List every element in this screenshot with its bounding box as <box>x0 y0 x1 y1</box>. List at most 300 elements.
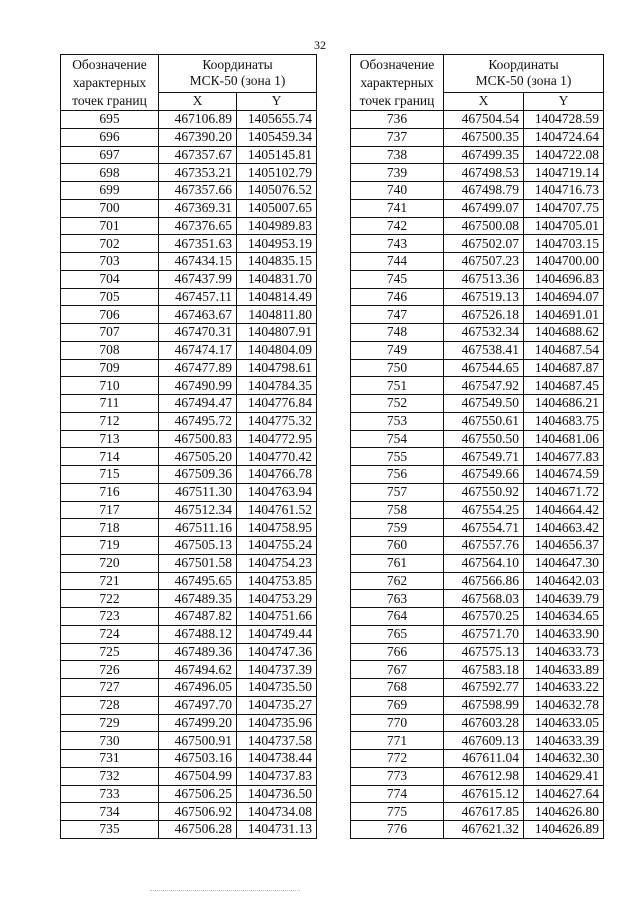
x-coordinate-cell: 467532.34 <box>444 324 524 342</box>
table-row <box>351 483 604 501</box>
y-coordinate-cell: 1404647.30 <box>524 554 604 572</box>
table-row <box>351 146 604 164</box>
point-number-cell: 739 <box>351 164 444 182</box>
point-number-cell: 704 <box>61 270 159 288</box>
x-coordinate-cell: 467463.67 <box>159 306 237 324</box>
x-coordinate-cell: 467496.05 <box>159 679 237 697</box>
table-row <box>61 466 317 484</box>
point-number-cell: 736 <box>351 111 444 129</box>
y-coordinate-cell: 1404953.19 <box>237 235 317 253</box>
x-coordinate-cell: 467513.36 <box>444 270 524 288</box>
point-number-cell: 756 <box>351 466 444 484</box>
table-row <box>61 146 317 164</box>
y-coordinate-cell: 1404811.80 <box>237 306 317 324</box>
point-number-cell: 746 <box>351 288 444 306</box>
y-coordinate-cell: 1404633.22 <box>524 679 604 697</box>
point-number-cell: 754 <box>351 430 444 448</box>
y-coordinate-cell: 1404835.15 <box>237 253 317 271</box>
point-number-cell: 701 <box>61 217 159 235</box>
y-coordinate-cell: 1404761.52 <box>237 501 317 519</box>
x-coordinate-cell: 467612.98 <box>444 767 524 785</box>
point-label-line1: Обозначение <box>72 57 147 72</box>
y-coordinate-cell: 1404775.32 <box>237 412 317 430</box>
x-coordinate-cell: 467557.76 <box>444 537 524 555</box>
x-coordinate-cell: 467538.41 <box>444 341 524 359</box>
y-coordinate-cell: 1404626.89 <box>524 821 604 839</box>
x-coordinate-cell: 467505.20 <box>159 448 237 466</box>
table-row <box>351 164 604 182</box>
point-number-cell: 695 <box>61 111 159 129</box>
y-coordinate-cell: 1404656.37 <box>524 537 604 555</box>
x-coordinate-cell: 467512.34 <box>159 501 237 519</box>
y-coordinate-cell: 1404639.79 <box>524 590 604 608</box>
table-row <box>351 288 604 306</box>
point-label-line3: точек границ <box>359 93 435 108</box>
y-coordinate-cell: 1404770.42 <box>237 448 317 466</box>
y-coordinate-cell: 1404719.14 <box>524 164 604 182</box>
y-header: Y <box>524 92 604 110</box>
table-row <box>61 572 317 590</box>
x-coordinate-cell: 467353.21 <box>159 164 237 182</box>
point-number-cell: 769 <box>351 696 444 714</box>
y-coordinate-cell: 1404705.01 <box>524 217 604 235</box>
y-coordinate-cell: 1404735.96 <box>237 714 317 732</box>
x-header: X <box>444 92 524 110</box>
table-row <box>351 537 604 555</box>
point-number-cell: 707 <box>61 324 159 342</box>
y-coordinate-cell: 1404772.95 <box>237 430 317 448</box>
y-coordinate-cell: 1404755.24 <box>237 537 317 555</box>
y-coordinate-cell: 1404632.78 <box>524 696 604 714</box>
point-number-cell: 761 <box>351 554 444 572</box>
table-row <box>351 111 604 129</box>
y-coordinate-cell: 1404687.54 <box>524 341 604 359</box>
table-row <box>351 128 604 146</box>
point-number-cell: 720 <box>61 554 159 572</box>
x-coordinate-cell: 467570.25 <box>444 608 524 626</box>
y-coordinate-cell: 1405076.52 <box>237 182 317 200</box>
table-row <box>61 359 317 377</box>
table-row <box>61 590 317 608</box>
y-coordinate-cell: 1404629.41 <box>524 767 604 785</box>
point-number-cell: 771 <box>351 732 444 750</box>
y-coordinate-cell: 1404731.13 <box>237 821 317 839</box>
table-row <box>61 625 317 643</box>
point-number-cell: 749 <box>351 341 444 359</box>
y-coordinate-cell: 1404737.58 <box>237 732 317 750</box>
y-coordinate-cell: 1404683.75 <box>524 412 604 430</box>
x-coordinate-cell: 467369.31 <box>159 199 237 217</box>
point-number-cell: 731 <box>61 750 159 768</box>
table-row <box>61 785 317 803</box>
y-coordinate-cell: 1404798.61 <box>237 359 317 377</box>
point-number-cell: 696 <box>61 128 159 146</box>
x-coordinate-cell: 467549.66 <box>444 466 524 484</box>
point-number-cell: 742 <box>351 217 444 235</box>
point-number-cell: 757 <box>351 483 444 501</box>
point-number-cell: 717 <box>61 501 159 519</box>
y-coordinate-cell: 1404627.64 <box>524 785 604 803</box>
x-coordinate-cell: 467621.32 <box>444 821 524 839</box>
y-coordinate-cell: 1404642.03 <box>524 572 604 590</box>
point-number-cell: 726 <box>61 661 159 679</box>
x-coordinate-cell: 467549.71 <box>444 448 524 466</box>
table-row <box>351 448 604 466</box>
x-coordinate-cell: 467592.77 <box>444 679 524 697</box>
coordinates-table-right <box>350 54 604 839</box>
table-row <box>351 235 604 253</box>
table-row <box>351 182 604 200</box>
y-coordinate-cell: 1404674.59 <box>524 466 604 484</box>
coords-header <box>444 55 604 93</box>
y-coordinate-cell: 1404758.95 <box>237 519 317 537</box>
x-coordinate-cell: 467489.35 <box>159 590 237 608</box>
point-number-cell: 738 <box>351 146 444 164</box>
x-coordinate-cell: 467498.53 <box>444 164 524 182</box>
table-row <box>61 821 317 839</box>
x-coordinate-cell: 467611.04 <box>444 750 524 768</box>
x-coordinate-cell: 467550.61 <box>444 412 524 430</box>
table-row <box>351 519 604 537</box>
point-number-cell: 706 <box>61 306 159 324</box>
coords-header <box>159 55 317 93</box>
y-coordinate-cell: 1404681.06 <box>524 430 604 448</box>
y-coordinate-cell: 1405102.79 <box>237 164 317 182</box>
point-number-cell: 758 <box>351 501 444 519</box>
point-number-cell: 760 <box>351 537 444 555</box>
table-row <box>351 395 604 413</box>
table-row <box>351 270 604 288</box>
x-coordinate-cell: 467526.18 <box>444 306 524 324</box>
point-label-line1: Обозначение <box>359 57 435 72</box>
point-number-cell: 748 <box>351 324 444 342</box>
x-coordinate-cell: 467487.82 <box>159 608 237 626</box>
x-coordinate-cell: 467506.28 <box>159 821 237 839</box>
y-coordinate-cell: 1404735.27 <box>237 696 317 714</box>
y-coordinate-cell: 1404738.44 <box>237 750 317 768</box>
point-number-cell: 762 <box>351 572 444 590</box>
point-number-cell: 759 <box>351 519 444 537</box>
y-coordinate-cell: 1404754.23 <box>237 554 317 572</box>
table-row <box>61 235 317 253</box>
point-label-line2: характерных <box>360 75 434 90</box>
table-row <box>61 679 317 697</box>
y-coordinate-cell: 1404735.50 <box>237 679 317 697</box>
table-row <box>61 696 317 714</box>
point-number-cell: 713 <box>61 430 159 448</box>
table-row <box>351 217 604 235</box>
x-coordinate-cell: 467500.83 <box>159 430 237 448</box>
y-coordinate-cell: 1405655.74 <box>237 111 317 129</box>
table-row <box>61 306 317 324</box>
point-number-cell: 710 <box>61 377 159 395</box>
coords-title-line1: Координаты <box>202 57 273 73</box>
point-number-cell: 741 <box>351 199 444 217</box>
table-row <box>61 395 317 413</box>
table-row <box>351 253 604 271</box>
table-row <box>351 412 604 430</box>
x-coordinate-cell: 467505.13 <box>159 537 237 555</box>
x-coordinate-cell: 467497.70 <box>159 696 237 714</box>
y-coordinate-cell: 1405007.65 <box>237 199 317 217</box>
table-row <box>351 466 604 484</box>
y-coordinate-cell: 1404664.42 <box>524 501 604 519</box>
x-coordinate-cell: 467357.66 <box>159 182 237 200</box>
x-coordinate-cell: 467603.28 <box>444 714 524 732</box>
y-header: Y <box>237 92 317 110</box>
table-row <box>61 767 317 785</box>
y-coordinate-cell: 1404989.83 <box>237 217 317 235</box>
x-coordinate-cell: 467494.62 <box>159 661 237 679</box>
x-coordinate-cell: 467494.47 <box>159 395 237 413</box>
point-number-cell: 768 <box>351 679 444 697</box>
table-row <box>351 714 604 732</box>
y-coordinate-cell: 1404696.83 <box>524 270 604 288</box>
table-row <box>61 111 317 129</box>
y-coordinate-cell: 1404807.91 <box>237 324 317 342</box>
point-number-cell: 711 <box>61 395 159 413</box>
point-number-cell: 700 <box>61 199 159 217</box>
table-row <box>61 519 317 537</box>
x-coordinate-cell: 467609.13 <box>444 732 524 750</box>
x-coordinate-cell: 467571.70 <box>444 625 524 643</box>
x-coordinate-cell: 467501.58 <box>159 554 237 572</box>
table-row <box>61 750 317 768</box>
table-row <box>61 164 317 182</box>
table-row <box>61 253 317 271</box>
point-label-header <box>351 55 444 111</box>
point-number-cell: 709 <box>61 359 159 377</box>
y-coordinate-cell: 1404737.39 <box>237 661 317 679</box>
x-coordinate-cell: 467519.13 <box>444 288 524 306</box>
table-row <box>61 377 317 395</box>
table-row <box>61 341 317 359</box>
table-row <box>351 341 604 359</box>
x-coordinate-cell: 467357.67 <box>159 146 237 164</box>
x-coordinate-cell: 467500.35 <box>444 128 524 146</box>
x-coordinate-cell: 467504.99 <box>159 767 237 785</box>
point-number-cell: 697 <box>61 146 159 164</box>
point-number-cell: 764 <box>351 608 444 626</box>
x-coordinate-cell: 467495.72 <box>159 412 237 430</box>
scan-artifact-line <box>150 890 300 891</box>
x-coordinate-cell: 467499.35 <box>444 146 524 164</box>
point-label-line2: характерных <box>72 75 147 90</box>
x-coordinate-cell: 467495.65 <box>159 572 237 590</box>
y-coordinate-cell: 1404831.70 <box>237 270 317 288</box>
table-row <box>351 359 604 377</box>
x-header: X <box>159 92 237 110</box>
point-label-header <box>61 55 159 111</box>
table-row <box>351 625 604 643</box>
table-row <box>351 590 604 608</box>
table-row <box>351 608 604 626</box>
point-number-cell: 772 <box>351 750 444 768</box>
y-coordinate-cell: 1404687.87 <box>524 359 604 377</box>
x-coordinate-cell: 467550.50 <box>444 430 524 448</box>
point-number-cell: 724 <box>61 625 159 643</box>
table-row <box>351 750 604 768</box>
y-coordinate-cell: 1404677.83 <box>524 448 604 466</box>
y-coordinate-cell: 1404633.39 <box>524 732 604 750</box>
table-row <box>351 306 604 324</box>
table-row <box>61 128 317 146</box>
point-number-cell: 753 <box>351 412 444 430</box>
y-coordinate-cell: 1404737.83 <box>237 767 317 785</box>
table-row <box>61 288 317 306</box>
y-coordinate-cell: 1404691.01 <box>524 306 604 324</box>
point-number-cell: 730 <box>61 732 159 750</box>
table-row <box>61 608 317 626</box>
point-number-cell: 734 <box>61 803 159 821</box>
x-coordinate-cell: 467566.86 <box>444 572 524 590</box>
table-row <box>61 501 317 519</box>
x-coordinate-cell: 467489.36 <box>159 643 237 661</box>
x-coordinate-cell: 467583.18 <box>444 661 524 679</box>
x-coordinate-cell: 467509.36 <box>159 466 237 484</box>
point-number-cell: 729 <box>61 714 159 732</box>
x-coordinate-cell: 467549.50 <box>444 395 524 413</box>
table-row <box>351 785 604 803</box>
table-row <box>351 324 604 342</box>
y-coordinate-cell: 1404734.08 <box>237 803 317 821</box>
point-number-cell: 705 <box>61 288 159 306</box>
y-coordinate-cell: 1404753.29 <box>237 590 317 608</box>
table-row <box>61 483 317 501</box>
point-number-cell: 745 <box>351 270 444 288</box>
table-row <box>351 572 604 590</box>
y-coordinate-cell: 1404700.00 <box>524 253 604 271</box>
x-coordinate-cell: 467503.16 <box>159 750 237 768</box>
point-number-cell: 718 <box>61 519 159 537</box>
x-coordinate-cell: 467511.30 <box>159 483 237 501</box>
y-coordinate-cell: 1404707.75 <box>524 199 604 217</box>
x-coordinate-cell: 467470.31 <box>159 324 237 342</box>
table-row <box>61 714 317 732</box>
x-coordinate-cell: 467500.91 <box>159 732 237 750</box>
table-row <box>351 821 604 839</box>
x-coordinate-cell: 467554.25 <box>444 501 524 519</box>
table-row <box>61 199 317 217</box>
x-coordinate-cell: 467554.71 <box>444 519 524 537</box>
y-coordinate-cell: 1404632.30 <box>524 750 604 768</box>
point-number-cell: 766 <box>351 643 444 661</box>
y-coordinate-cell: 1404694.07 <box>524 288 604 306</box>
point-number-cell: 763 <box>351 590 444 608</box>
point-number-cell: 774 <box>351 785 444 803</box>
point-number-cell: 732 <box>61 767 159 785</box>
table-row <box>61 643 317 661</box>
y-coordinate-cell: 1404804.09 <box>237 341 317 359</box>
point-number-cell: 708 <box>61 341 159 359</box>
y-coordinate-cell: 1404688.62 <box>524 324 604 342</box>
table-row <box>61 324 317 342</box>
x-coordinate-cell: 467498.79 <box>444 182 524 200</box>
y-coordinate-cell: 1404686.21 <box>524 395 604 413</box>
x-coordinate-cell: 467499.07 <box>444 199 524 217</box>
y-coordinate-cell: 1404722.08 <box>524 146 604 164</box>
point-number-cell: 698 <box>61 164 159 182</box>
point-number-cell: 725 <box>61 643 159 661</box>
y-coordinate-cell: 1404749.44 <box>237 625 317 643</box>
point-number-cell: 703 <box>61 253 159 271</box>
x-coordinate-cell: 467598.99 <box>444 696 524 714</box>
y-coordinate-cell: 1404763.94 <box>237 483 317 501</box>
table-row <box>351 661 604 679</box>
point-number-cell: 776 <box>351 821 444 839</box>
y-coordinate-cell: 1404753.85 <box>237 572 317 590</box>
table-row <box>61 661 317 679</box>
x-coordinate-cell: 467568.03 <box>444 590 524 608</box>
table-row <box>351 803 604 821</box>
table-row <box>351 696 604 714</box>
point-number-cell: 773 <box>351 767 444 785</box>
table-row <box>61 537 317 555</box>
y-coordinate-cell: 1404687.45 <box>524 377 604 395</box>
table-row <box>61 430 317 448</box>
coordinates-table-left <box>60 54 317 839</box>
x-coordinate-cell: 467506.92 <box>159 803 237 821</box>
y-coordinate-cell: 1404766.78 <box>237 466 317 484</box>
point-number-cell: 751 <box>351 377 444 395</box>
table-row <box>351 679 604 697</box>
point-number-cell: 715 <box>61 466 159 484</box>
point-number-cell: 733 <box>61 785 159 803</box>
point-label-line3: точек границ <box>72 93 147 108</box>
y-coordinate-cell: 1404736.50 <box>237 785 317 803</box>
y-coordinate-cell: 1404814.49 <box>237 288 317 306</box>
table-row <box>61 732 317 750</box>
point-number-cell: 740 <box>351 182 444 200</box>
table-row <box>351 643 604 661</box>
point-number-cell: 721 <box>61 572 159 590</box>
point-number-cell: 699 <box>61 182 159 200</box>
x-coordinate-cell: 467474.17 <box>159 341 237 359</box>
x-coordinate-cell: 467499.20 <box>159 714 237 732</box>
x-coordinate-cell: 467434.15 <box>159 253 237 271</box>
point-number-cell: 737 <box>351 128 444 146</box>
y-coordinate-cell: 1404634.65 <box>524 608 604 626</box>
point-number-cell: 702 <box>61 235 159 253</box>
table-row <box>61 270 317 288</box>
table-row <box>351 199 604 217</box>
y-coordinate-cell: 1404626.80 <box>524 803 604 821</box>
x-coordinate-cell: 467544.65 <box>444 359 524 377</box>
coords-title-line2: МСК-50 (зона 1) <box>475 73 572 89</box>
table-row <box>61 448 317 466</box>
y-coordinate-cell: 1404747.36 <box>237 643 317 661</box>
y-coordinate-cell: 1404633.90 <box>524 625 604 643</box>
x-coordinate-cell: 467507.23 <box>444 253 524 271</box>
x-coordinate-cell: 467511.16 <box>159 519 237 537</box>
x-coordinate-cell: 467376.65 <box>159 217 237 235</box>
point-number-cell: 716 <box>61 483 159 501</box>
table-row <box>351 377 604 395</box>
x-coordinate-cell: 467477.89 <box>159 359 237 377</box>
y-coordinate-cell: 1404728.59 <box>524 111 604 129</box>
point-number-cell: 765 <box>351 625 444 643</box>
x-coordinate-cell: 467488.12 <box>159 625 237 643</box>
y-coordinate-cell: 1405145.81 <box>237 146 317 164</box>
x-coordinate-cell: 467575.13 <box>444 643 524 661</box>
table-row <box>351 767 604 785</box>
x-coordinate-cell: 467615.12 <box>444 785 524 803</box>
point-number-cell: 747 <box>351 306 444 324</box>
coords-title-line1: Координаты <box>488 57 559 73</box>
table-row <box>61 412 317 430</box>
coords-title-line2: МСК-50 (зона 1) <box>189 73 286 89</box>
x-coordinate-cell: 467457.11 <box>159 288 237 306</box>
